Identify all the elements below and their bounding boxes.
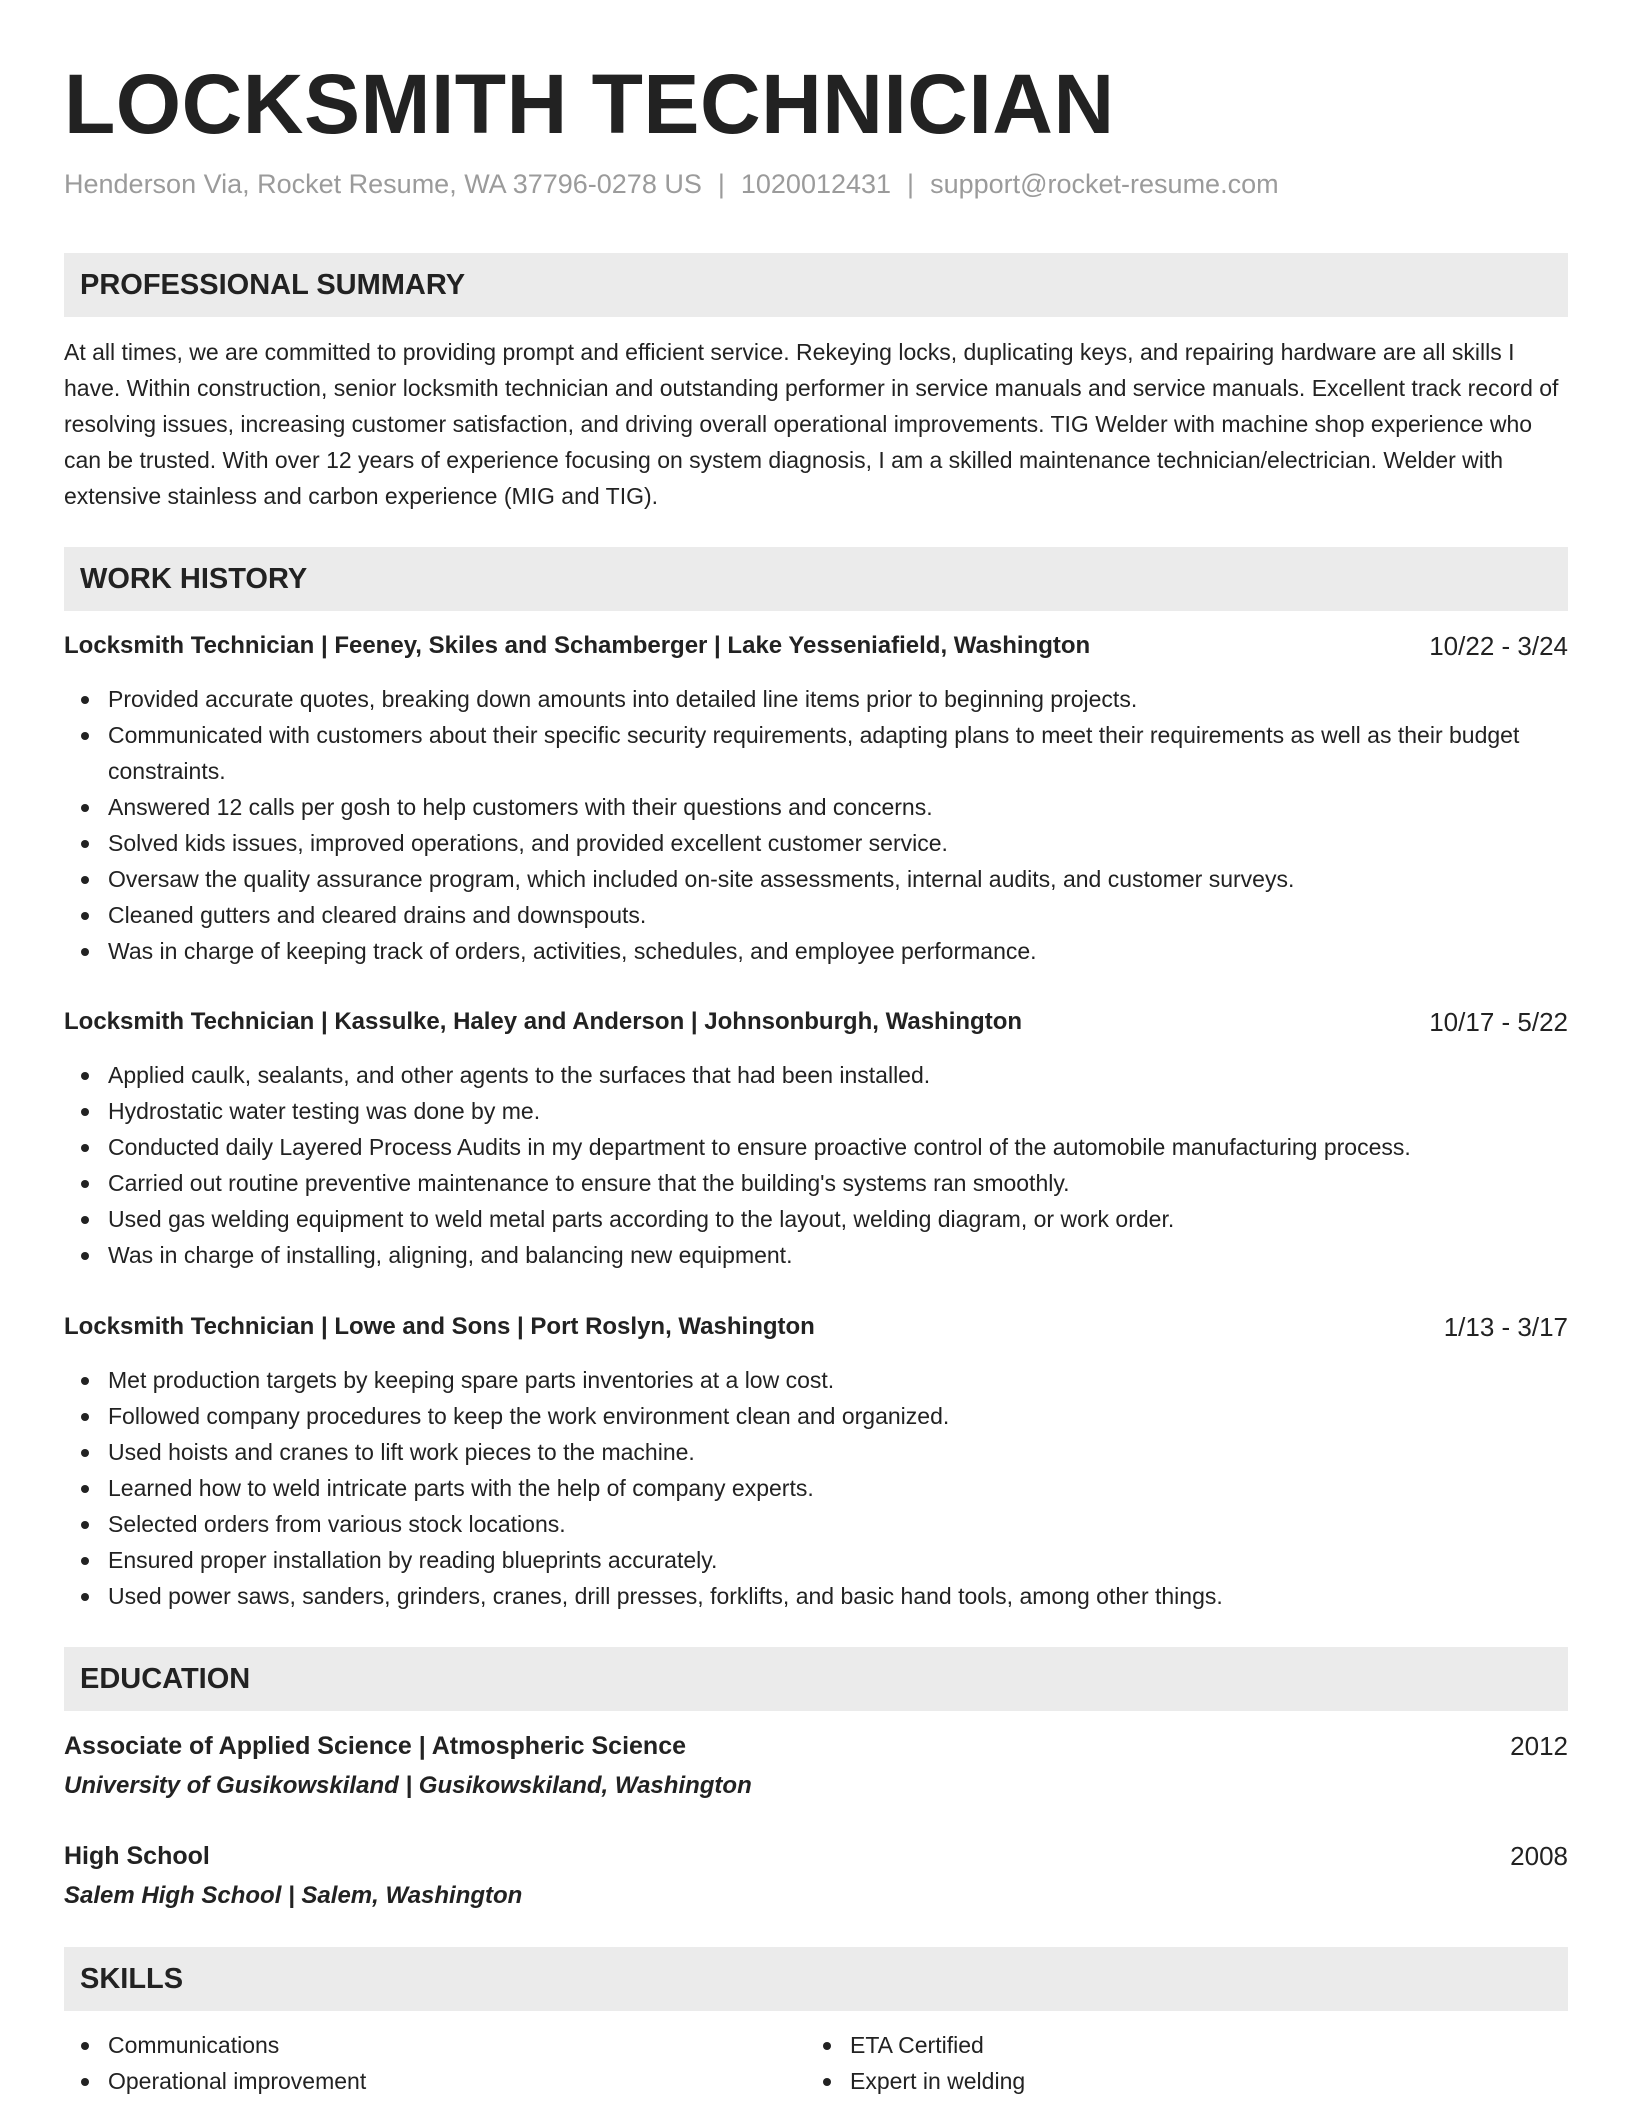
- job-bullet: Used power saws, sanders, grinders, cranes, drill presses, forklifts, and basic hand tools, among other things.: [64, 1578, 1568, 1614]
- job-bullet: Selected orders from various stock locations.: [64, 1506, 1568, 1542]
- job-dates: 10/22 - 3/24: [1429, 631, 1568, 661]
- job-dates: 1/13 - 3/17: [1443, 1312, 1568, 1342]
- education-degree: Associate of Applied Science | Atmospheric Science: [64, 1732, 687, 1760]
- education-section-header: [64, 1647, 1568, 1711]
- education-heading: EDUCATION: [80, 1663, 251, 1695]
- contact-email: support@rocket-resume.com: [930, 169, 1279, 199]
- job-bullet: Learned how to weld intricate parts with the help of company experts.: [64, 1470, 1568, 1506]
- contact-phone: 1020012431: [740, 169, 892, 199]
- contact-address: Henderson Via, Rocket Resume, WA 37796-0278 US: [64, 169, 702, 199]
- job-title: Locksmith Technician | Feeney, Skiles and Schamberger | Lake Yesseniafield, Washington: [64, 632, 1091, 659]
- resume-name: LOCKSMITH TECHNICIAN: [64, 57, 1115, 151]
- skill-item: ETA Certified: [806, 2027, 1025, 2063]
- contact-line: [64, 166, 1279, 202]
- job-bullet: Used gas welding equipment to weld metal parts according to the layout, welding diagram, or work order.: [64, 1201, 1568, 1237]
- resume-page: [64, 0, 1568, 2112]
- skills-section-header: [64, 1947, 1568, 2011]
- skill-item: Communications: [64, 2027, 366, 2063]
- job-bullet: Was in charge of keeping track of orders, activities, schedules, and employee performance.: [64, 933, 1568, 969]
- job-bullet: Communicated with customers about their specific security requirements, adapting plans to meet their requirements as well as their budget constraints.: [64, 717, 1568, 789]
- education-school: Salem High School | Salem, Washington: [64, 1882, 523, 1909]
- job-title: Locksmith Technician | Kassulke, Haley and Anderson | Johnsonburgh, Washington: [64, 1008, 1023, 1035]
- skills-heading: SKILLS: [80, 1963, 184, 1995]
- job-bullet: Answered 12 calls per gosh to help customers with their questions and concerns.: [64, 789, 1568, 825]
- education-degree: High School: [64, 1842, 210, 1870]
- job-bullet: Hydrostatic water testing was done by me.: [64, 1093, 1568, 1129]
- work-history-heading: WORK HISTORY: [80, 563, 308, 595]
- job-bullets: [64, 1057, 1568, 1273]
- job-bullet: Used hoists and cranes to lift work pieces to the machine.: [64, 1434, 1568, 1470]
- job-bullet: Cleaned gutters and cleared drains and downspouts.: [64, 897, 1568, 933]
- education-year: 2008: [1510, 1841, 1568, 1871]
- job-title: Locksmith Technician | Lowe and Sons | Port Roslyn, Washington: [64, 1313, 815, 1340]
- job-bullet: Oversaw the quality assurance program, which included on-site assessments, internal audits, and customer surveys.: [64, 861, 1568, 897]
- summary-section-header: [64, 253, 1568, 317]
- job-bullet: Carried out routine preventive maintenance to ensure that the building's systems ran smoothly.: [64, 1165, 1568, 1201]
- work-history-section-header: [64, 547, 1568, 611]
- education-school: University of Gusikowskiland | Gusikowskiland, Washington: [64, 1772, 752, 1799]
- contact-separator: |: [907, 169, 915, 199]
- job-bullet: Was in charge of installing, aligning, and balancing new equipment.: [64, 1237, 1568, 1273]
- job-bullet: Applied caulk, sealants, and other agents to the surfaces that had been installed.: [64, 1057, 1568, 1093]
- skills-list-left: [64, 2027, 366, 2099]
- summary-heading: PROFESSIONAL SUMMARY: [80, 269, 466, 301]
- skills-list-right: [806, 2027, 1025, 2099]
- skill-item: Expert in welding: [806, 2063, 1025, 2099]
- job-bullets: [64, 681, 1568, 969]
- skill-item: Operational improvement: [64, 2063, 366, 2099]
- education-year: 2012: [1510, 1731, 1568, 1761]
- contact-separator: |: [717, 169, 725, 199]
- job-bullet: Met production targets by keeping spare parts inventories at a low cost.: [64, 1362, 1568, 1398]
- job-bullet: Conducted daily Layered Process Audits in my department to ensure proactive control of the automobile manufacturing process.: [64, 1129, 1568, 1165]
- job-bullet: Solved kids issues, improved operations, and provided excellent customer service.: [64, 825, 1568, 861]
- summary-text: At all times, we are committed to providing prompt and efficient service. Rekeying locks, duplicating keys, and repairing hardware are all skills I have. Within construction, senior locksmith technician and outstanding performer in service manuals and service manuals. Excellent track record of resolving issues, increasing customer satisfaction, and driving overall operational improvements. TIG Welder with machine shop experience who can be trusted. With over 12 years of experience focusing on system diagnosis, I am a skilled maintenance technician/electrician. Welder with extensive stainless and carbon experience (MIG and TIG).: [64, 339, 1559, 509]
- job-bullets: [64, 1362, 1568, 1614]
- job-bullet: Provided accurate quotes, breaking down amounts into detailed line items prior to beginning projects.: [64, 681, 1568, 717]
- job-dates: 10/17 - 5/22: [1429, 1007, 1568, 1037]
- job-bullet: Ensured proper installation by reading blueprints accurately.: [64, 1542, 1568, 1578]
- job-bullet: Followed company procedures to keep the work environment clean and organized.: [64, 1398, 1568, 1434]
